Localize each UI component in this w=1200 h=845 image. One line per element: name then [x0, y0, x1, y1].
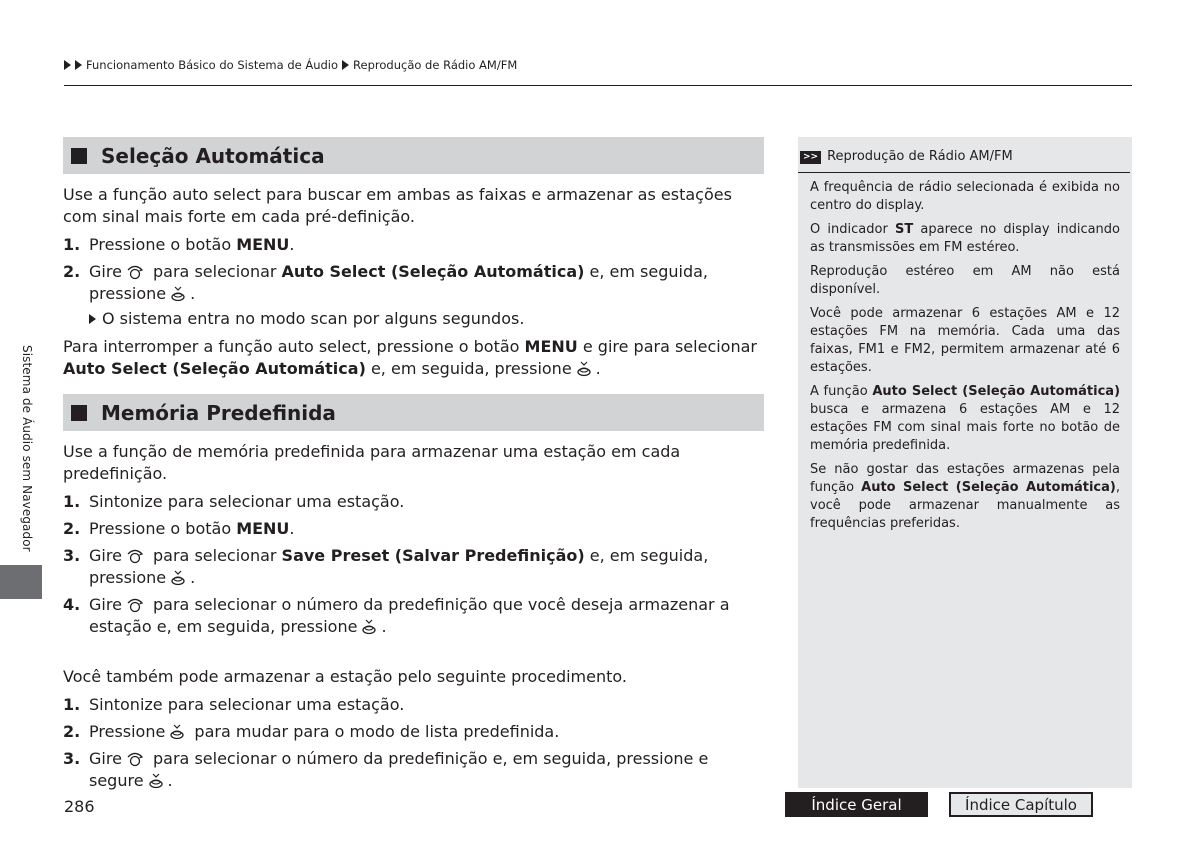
- list-item: 2. Pressione o botão MENU.: [63, 519, 295, 538]
- press-knob-icon: [361, 619, 377, 635]
- list-item: 2. Pressione para mudar para o modo de lista predefinida.: [63, 722, 560, 741]
- paragraph: Use a função auto select para buscar em ambas as faixas e armazenar as estações com sinal mais forte em cada pré-definição.: [63, 185, 732, 226]
- list-item: 3. Gire para selecionar o número da predefinição e, em seguida, pressione e segure .: [63, 749, 709, 790]
- paragraph: Você também pode armazenar a estação pelo seguinte procedimento.: [63, 667, 627, 686]
- triangle-icon: [75, 60, 82, 70]
- sidebar-paragraph: Reprodução estéreo em AM não está disponível.: [810, 264, 1120, 297]
- press-knob-icon: [169, 724, 185, 740]
- sidebar-divider: [798, 172, 1130, 173]
- paragraph: Para interromper a função auto select, pressione o botão MENU e gire para selecionar Auto Select (Seleção Automática) e, em seguida, pressione .: [63, 337, 757, 378]
- section-title: Memória Predefinida: [101, 400, 336, 425]
- section-heading-auto-select: [63, 137, 764, 174]
- chapter-index-button[interactable]: Índice Capítulo: [949, 792, 1093, 817]
- sidebar-title: Reprodução de Rádio AM/FM: [827, 149, 1013, 164]
- rotate-knob-icon: [126, 597, 144, 613]
- list-item: 2. Gire para selecionar Auto Select (Seleção Automática) e, em seguida, pressione .: [63, 262, 709, 303]
- sidebar-paragraph: Se não gostar das estações armazenas pela função Auto Select (Seleção Automática), você pode armazenar manualmente as frequências preferidas.: [810, 462, 1120, 531]
- rotate-knob-icon: [126, 548, 144, 564]
- paragraph: Use a função de memória predefinida para armazenar uma estação em cada predefinição.: [63, 442, 681, 483]
- page-number: 286: [64, 797, 95, 816]
- section-heading-preset-memory: [63, 394, 764, 431]
- triangle-icon: [64, 60, 71, 70]
- press-knob-icon: [170, 570, 186, 586]
- list-item: 1. Sintonize para selecionar uma estação.: [63, 492, 405, 511]
- sidebar-heading: [798, 137, 1132, 166]
- rotate-knob-icon: [126, 264, 144, 280]
- result-note: O sistema entra no modo scan por alguns segundos.: [89, 308, 764, 330]
- list-item: 1. Pressione o botão MENU.: [63, 235, 295, 254]
- press-knob-icon: [576, 361, 592, 377]
- main-content: [63, 137, 764, 792]
- section-title: Seleção Automática: [101, 143, 325, 168]
- sidebar-paragraph: Você pode armazenar 6 estações AM e 12 estações FM na memória. Cada uma das faixas, FM1 e FM2, permitem armazenar até 6 estações.: [810, 306, 1120, 375]
- rotate-knob-icon: [126, 751, 144, 767]
- chapter-tab-marker: [0, 565, 42, 599]
- triangle-icon: [342, 60, 349, 70]
- list-item: 3. Gire para selecionar Save Preset (Salvar Predefinição) e, em seguida, pressione .: [63, 546, 709, 587]
- square-bullet-icon: [71, 148, 87, 164]
- sidebar-paragraph: A função Auto Select (Seleção Automática) busca e armazena 6 estações AM e 12 estações FM com sinal mais forte no botão de memória predefinida.: [810, 384, 1121, 453]
- general-index-button[interactable]: Índice Geral: [785, 792, 928, 817]
- breadcrumb-chapter[interactable]: Funcionamento Básico do Sistema de Áudio: [86, 58, 339, 72]
- list-item: 4. Gire para selecionar o número da predefinição que você deseja armazenar a estação e, em seguida, pressione .: [63, 595, 730, 636]
- press-knob-icon: [148, 773, 164, 789]
- sidebar-paragraph: O indicador ST aparece no display indicando as transmissões em FM estéreo.: [810, 222, 1120, 255]
- breadcrumb-section[interactable]: Reprodução de Rádio AM/FM: [353, 58, 518, 72]
- reference-arrow-icon: >>: [800, 151, 821, 164]
- list-item: 1. Sintonize para selecionar uma estação.: [63, 695, 405, 714]
- chapter-side-label: Sistema de Áudio sem Navegador: [20, 345, 34, 552]
- triangle-icon: [89, 314, 96, 324]
- side-notes-panel: [798, 137, 1132, 788]
- sidebar-paragraph: A frequência de rádio selecionada é exibida no centro do display.: [810, 180, 1120, 213]
- press-knob-icon: [170, 286, 186, 302]
- breadcrumb: [64, 58, 517, 72]
- header-divider: [64, 85, 1132, 86]
- square-bullet-icon: [71, 405, 87, 421]
